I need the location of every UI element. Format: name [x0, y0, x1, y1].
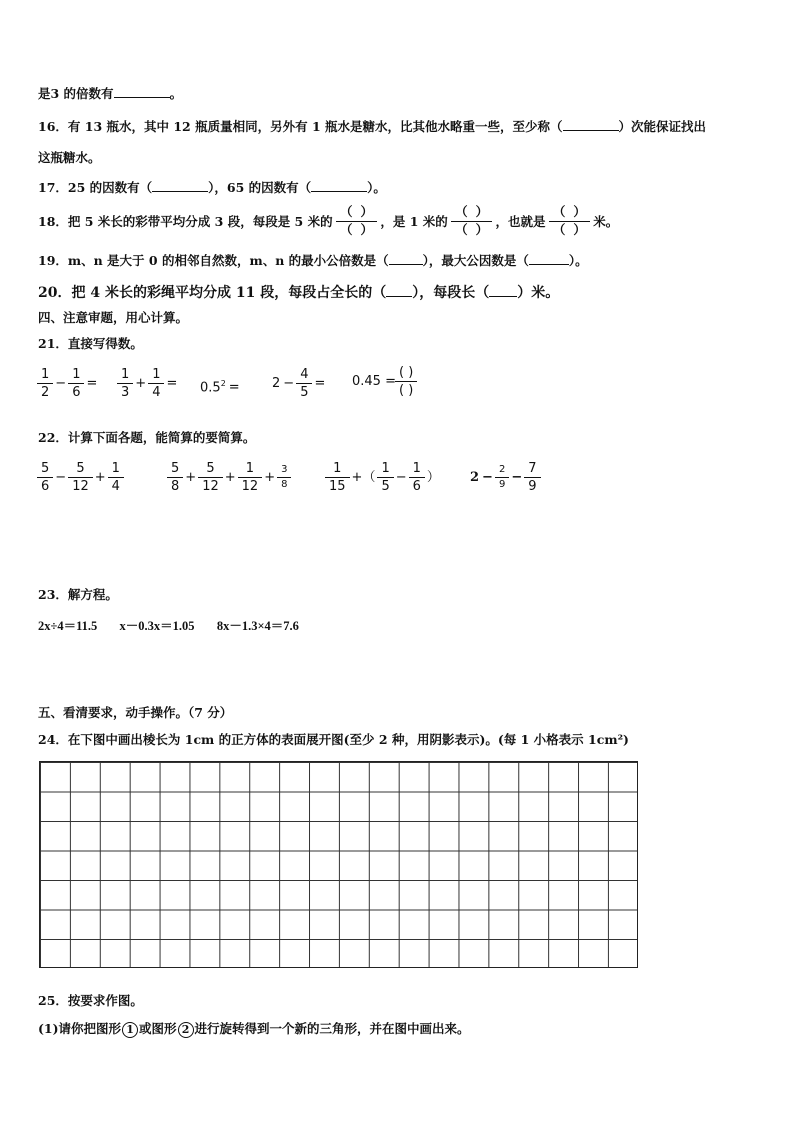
q16-line2: 这瓶糖水。: [38, 150, 101, 165]
q18-fraction-2[interactable]: $\frac{( )}{( )}$: [453, 206, 490, 236]
q20-text-a: 20．把 4 米长的彩绳平均分成 11 段，每段占全长的（: [38, 285, 387, 301]
section-5-heading: 五、看清要求，动手操作。（7 分）: [38, 705, 233, 720]
q19-blank-2[interactable]: [529, 264, 569, 265]
q22-title: 22．计算下面各题，能简算的要简算。: [38, 430, 256, 445]
q20-text-c: ）米。: [517, 285, 560, 301]
q18-text-c: ，也就是: [495, 214, 546, 229]
q23-eq-1: 2x÷4＝11.5: [38, 619, 98, 633]
q18-text-b: ，是 1 米的: [380, 214, 448, 229]
q21-title: 21．直接写得数。: [38, 336, 143, 351]
q21-item-d: 2 − $\frac{4}{5}$ =: [272, 367, 326, 400]
q21-item-e: 0.45 = $\frac{( )}{( )}$: [352, 366, 416, 397]
q25-text-c: 进行旋转得到一个新的三角形，并在图中画出来。: [194, 1021, 470, 1036]
q17-text-a: 17．25 的因数有（: [38, 180, 153, 195]
q23-eq-3: 8x－1.3×4＝7.6: [216, 619, 299, 633]
q15-line: [38, 84, 182, 102]
q24-text: 24．在下图中画出棱长为 1cm 的正方体的表面展开图(至少 2 种，用阴影表示)。(每 1 小格表示 1cm²): [38, 732, 629, 747]
circled-number-2: 2: [178, 1022, 194, 1038]
q18-text-d: 米。: [593, 214, 619, 229]
q18-text-a: 18．把 5 米长的彩带平均分成 3 段，每段是 5 米的: [38, 214, 333, 229]
q15-end: 。: [169, 86, 183, 101]
circled-number-1: 1: [122, 1022, 138, 1038]
q25-title: 25．按要求作图。: [38, 993, 143, 1008]
q21-answer-fraction[interactable]: $\frac{( )}{( )}$: [397, 366, 415, 397]
q17-line: [38, 178, 386, 196]
q23-eq-2: x－0.3x＝1.05: [119, 619, 195, 633]
q23-title: 23．解方程。: [38, 587, 118, 602]
q15-text: 是3 的倍数有: [38, 86, 114, 101]
q17-blank-2[interactable]: [311, 191, 367, 192]
q19-line: [38, 251, 588, 269]
q21-item-a: $\frac{1}{2}$ − $\frac{1}{6}$ =: [38, 368, 100, 399]
q22-item-a: $\frac{5}{6}$ − $\frac{5}{12}$ + $\frac{1}{4}$: [38, 462, 123, 493]
q19-text-a: 19．m、n 是大于 0 的相邻自然数，m、n 的最小公倍数是（: [38, 253, 389, 268]
q18-fraction-3[interactable]: $\frac{( )}{( )}$: [551, 206, 588, 236]
q16-text: 16．有 13 瓶水，其中 12 瓶质量相同，另外有 1 瓶水是糖水，比其他水略重一些，至少称（: [38, 119, 563, 134]
q18-fraction-1[interactable]: $\frac{( )}{( )}$: [338, 206, 375, 236]
q16-line1: [38, 117, 706, 135]
q15-blank[interactable]: [114, 97, 170, 98]
q25-text-b: 或图形: [139, 1021, 177, 1036]
q23-equations: [38, 616, 299, 634]
q22-item-c: $\frac{1}{15}$ +（ $\frac{1}{5}$ − $\frac{1}{6}$ ）: [326, 462, 443, 493]
q19-blank-1[interactable]: [389, 264, 423, 265]
section-4-heading: 四、注意审题，用心计算。: [38, 310, 189, 325]
q17-text-c: ）。: [367, 180, 386, 195]
q18-line: [38, 206, 618, 236]
q16-blank[interactable]: [563, 130, 619, 131]
q21-item-c: $0.5^2$ =: [200, 379, 240, 396]
q22-item-b: $\frac{5}{8}$ + $\frac{5}{12}$ + $\frac{1}{12}$ + $\frac{3}{8}$: [168, 462, 290, 493]
q20-blank-1[interactable]: [386, 296, 412, 297]
q25-text-a: (1)请你把图形: [38, 1021, 122, 1036]
q20-line: [38, 282, 559, 302]
q20-blank-2[interactable]: [489, 296, 517, 297]
q17-text-b: ），65 的因数有（: [208, 180, 312, 195]
q17-blank-1[interactable]: [152, 191, 208, 192]
q19-text-c: ）。: [568, 253, 588, 268]
q19-text-b: ），最大公因数是（: [422, 253, 529, 268]
drawing-grid[interactable]: [39, 761, 638, 968]
q21-item-b: $\frac{1}{3}$ + $\frac{1}{4}$ =: [118, 368, 180, 399]
q25-part-1: [38, 1019, 470, 1038]
q20-text-b: ），每段长（: [412, 285, 490, 301]
q16-text-end: ）次能保证找出: [618, 119, 707, 134]
q22-item-d: 2 − $\frac{2}{9}$ − $\frac{7}{9}$: [470, 462, 540, 493]
